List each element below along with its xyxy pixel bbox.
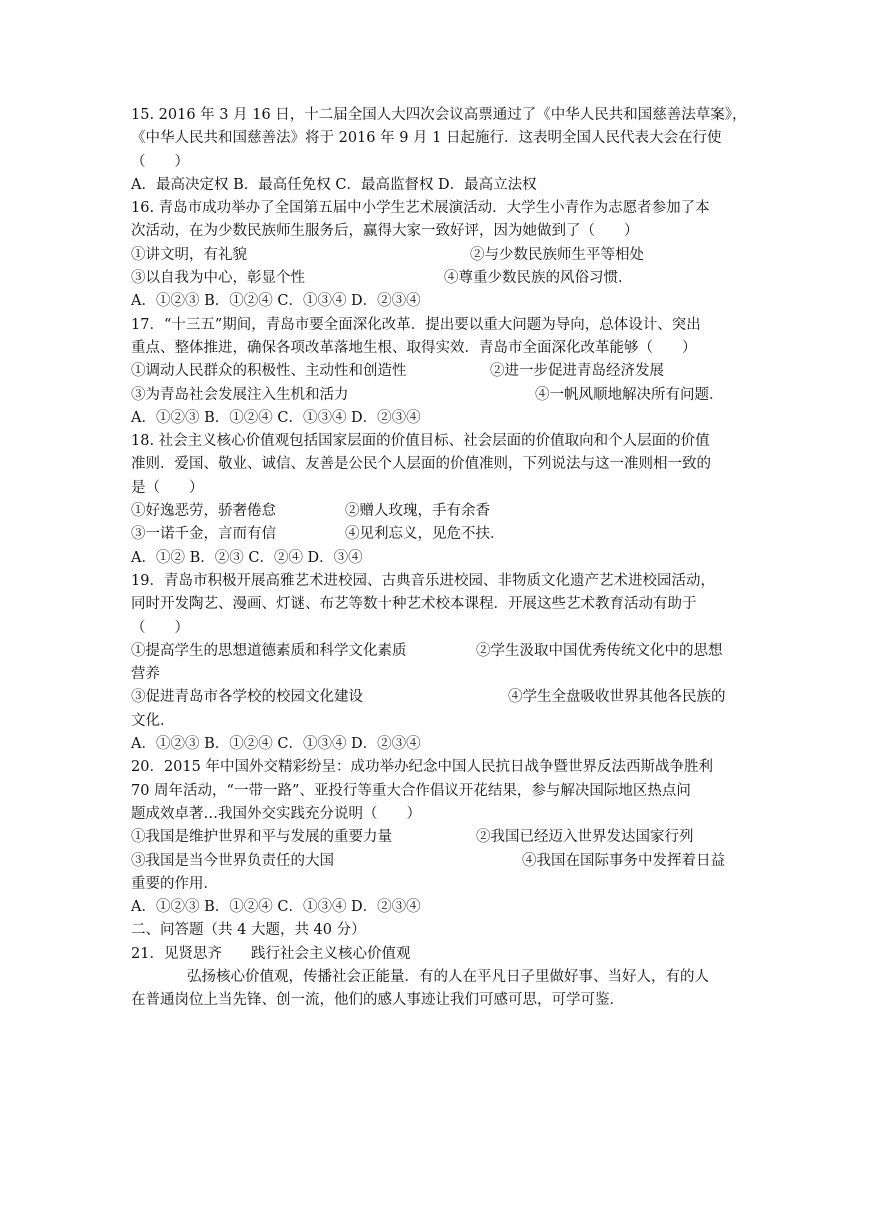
statement-row	[131, 686, 741, 709]
question-stem-line: 同时开发陶艺、漫画、灯谜、布艺等数十种艺术校本课程．开展这些艺术教育活动有助于	[131, 596, 697, 613]
section-heading: 二、问答题（共 4 大题，共 40 分）	[131, 922, 366, 939]
question-stem-line: 题成效卓著…我国外交实践充分说明（ ）	[131, 805, 421, 822]
paragraph-line: 弘扬核心价值观，传播社会正能量．有的人在平凡日子里做好事、当好人，有的人	[187, 968, 709, 985]
answer-blank: 是（ ）	[131, 479, 204, 496]
statement-row	[131, 360, 741, 383]
statement-item: ④尊重少数民族的风俗习惯．	[444, 270, 633, 287]
statement-row	[131, 640, 741, 663]
page-content	[131, 104, 747, 1013]
statement-item: ③一诺千金，言而有信	[131, 526, 276, 543]
statement-item: ②赠人玫瑰，手有余香	[345, 503, 490, 520]
statement-item: ④学生全盘吸收世界其他各民族的	[508, 689, 726, 706]
statement-item: ②进一步促进青岛经济发展	[490, 363, 664, 380]
question-20	[131, 756, 741, 919]
statement-row	[131, 267, 741, 290]
answer-options: A．①②③ B．①②④ C．①③④ D．②③④	[131, 293, 421, 310]
statement-item: ③我国是当今世界负责任的大国	[131, 852, 334, 869]
statement-item: ①讲文明，有礼貌	[131, 246, 247, 263]
statement-item: ①好逸恶劳，骄奢倦怠	[131, 503, 276, 520]
statement-row	[131, 523, 741, 546]
statement-item: ③为青岛社会发展注入生机和活力	[131, 386, 349, 403]
paragraph-line: 在普通岗位上当先锋、创一流，他们的感人事迹让我们可感可思，可学可鉴．	[131, 992, 624, 1009]
statement-item: ②我国已经迈入世界发达国家行列	[476, 829, 694, 846]
statement-item: ①调动人民群众的积极性、主动性和创造性	[131, 363, 407, 380]
answer-blank: （ ）	[131, 619, 189, 636]
statement-item: ①提高学生的思想道德素质和科学文化素质	[131, 642, 407, 659]
question-stem-line: 15. 2016 年 3 月 16 日，十二届全国人大四次会议高票通过了《中华人民共和国慈善法草案》，	[131, 107, 747, 123]
statement-row	[131, 850, 741, 873]
statement-item: ②学生汲取中国优秀传统文化中的思想	[476, 642, 723, 659]
answer-options: A．①②③ B．①②④ C．①③④ D．②③④	[131, 899, 421, 916]
statement-continuation: 营养	[131, 666, 160, 683]
answer-options: A．①② B．②③ C．②④ D．③④	[131, 549, 363, 566]
question-stem-line: 20．2015 年中国外交精彩纷呈：成功举办纪念中国人民抗日战争暨世界反法西斯战争胜利	[131, 759, 713, 776]
question-19	[131, 570, 741, 756]
answer-options: A．最高决定权 B．最高任免权 C．最高监督权 D．最高立法权	[131, 176, 537, 193]
statement-item: ④见利忘义，见危不扶．	[345, 526, 505, 543]
statement-item: ③以自我为中心，彰显个性	[131, 270, 305, 287]
statement-continuation: 重要的作用．	[131, 875, 218, 892]
answer-options: A．①②③ B．①②④ C．①③④ D．②③④	[131, 736, 421, 753]
answer-options: A．①②③ B．①②④ C．①③④ D．②③④	[131, 409, 421, 426]
question-stem-line: 17．“十三五”期间，青岛市要全面深化改革．提出要以重大问题为导向，总体设计、突出	[131, 316, 701, 333]
section-2	[131, 919, 741, 1012]
question-18	[131, 430, 741, 570]
statement-row	[131, 384, 741, 407]
statement-continuation: 文化．	[131, 712, 175, 729]
statement-item: ①我国是维护世界和平与发展的重要力量	[131, 829, 392, 846]
question-stem-line: 《中华人民共和国慈善法》将于 2016 年 9 月 1 日起施行．这表明全国人民代表大会在行使	[131, 130, 722, 147]
statement-item: ④我国在国际事务中发挥着日益	[522, 852, 725, 869]
answer-blank: （ ）	[131, 153, 189, 170]
question-21-title: 21．见贤思齐 践行社会主义核心价值观	[131, 945, 411, 962]
statement-item: ②与少数民族师生平等相处	[470, 246, 644, 263]
question-stem-line: 16. 青岛市成功举办了全国第五届中小学生艺术展演活动．大学生小青作为志愿者参加了本	[131, 200, 710, 217]
question-stem-line: 19．青岛市积极开展高雅艺术进校园、古典音乐进校园、非物质文化遗产艺术进校园活动，	[131, 572, 715, 589]
question-stem-line: 次活动，在为少数民族师生服务后，赢得大家一致好评，因为她做到了（ ）	[131, 223, 639, 240]
statement-row	[131, 244, 741, 267]
question-17	[131, 314, 741, 430]
statement-item: ④一帆风顺地解决所有问题．	[535, 386, 724, 403]
statement-row	[131, 826, 741, 849]
question-15	[131, 104, 747, 197]
statement-item: ③促进青岛市各学校的校园文化建设	[131, 689, 363, 706]
statement-row	[131, 500, 741, 523]
question-stem-line: 重点、整体推进，确保各项改革落地生根、取得实效．青岛市全面深化改革能够（ ）	[131, 339, 697, 356]
question-stem-line: 18. 社会主义核心价值观包括国家层面的价值目标、社会层面的价值取向和个人层面的价值	[131, 433, 710, 450]
question-stem-line: 70 周年活动，“一带一路”、亚投行等重大合作倡议开花结果，参与解决国际地区热点问	[131, 782, 691, 799]
question-stem-line: 准则．爱国、敬业、诚信、友善是公民个人层面的价值准则，下列说法与这一准则相一致的	[131, 456, 711, 473]
question-16	[131, 197, 741, 313]
